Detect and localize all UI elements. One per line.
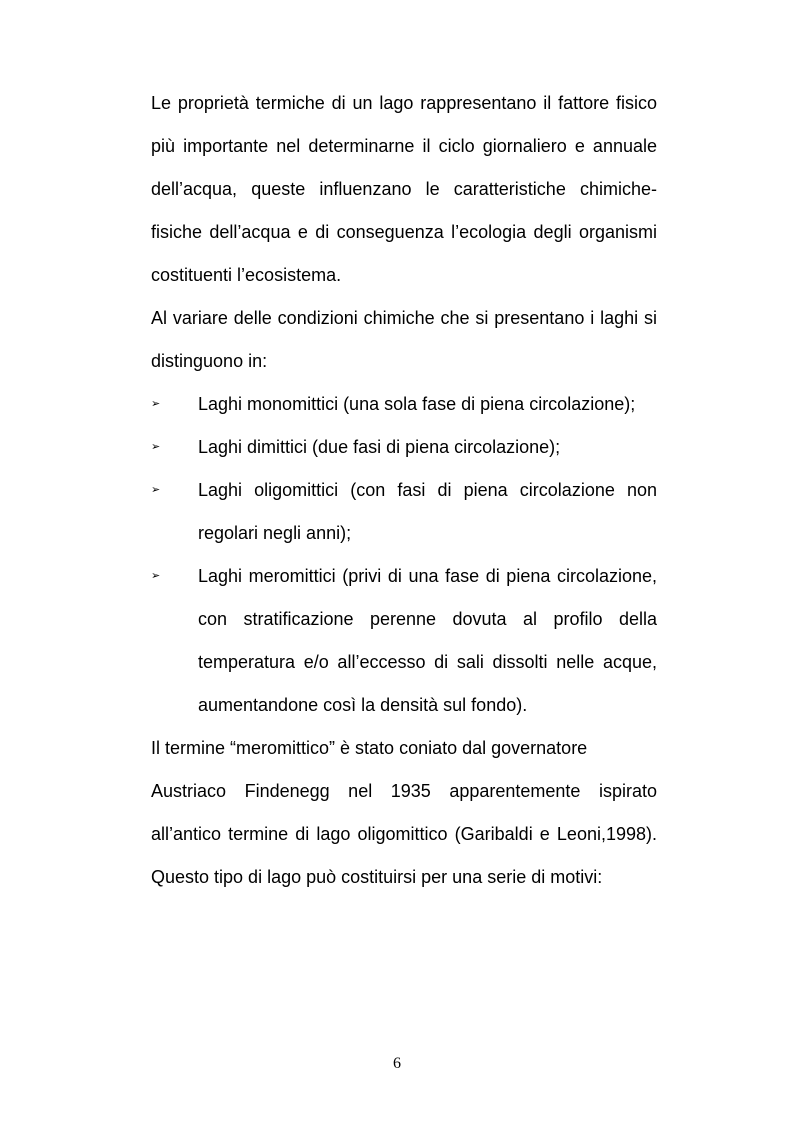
list-item <box>151 426 657 469</box>
list-item <box>151 469 657 555</box>
paragraph-chemical-conditions: Al variare delle condizioni chimiche che si presentano i laghi si distinguono in: <box>151 308 657 371</box>
paragraph-line-rest: Austriaco Findenegg nel 1935 apparentemente ispirato all’antico termine di lago oligomittico (Garibaldi e Leoni,1998). Questo tipo di lago può costituirsi per una serie di motivi: <box>151 781 657 887</box>
list-item-text: Laghi monomittici (una sola fase di piena circolazione); <box>198 394 636 414</box>
body-text <box>151 82 657 899</box>
page-number: 6 <box>393 1055 401 1072</box>
lake-types-list <box>151 383 657 727</box>
arrow-bullet-icon: ➢ <box>151 484 161 496</box>
paragraph-meromictic-term <box>151 727 657 899</box>
arrow-bullet-icon: ➢ <box>151 441 161 453</box>
list-item-text: Laghi dimittici (due fasi di piena circolazione); <box>198 437 561 457</box>
list-item <box>151 555 657 727</box>
paragraph-line-first: Il termine “meromittico” è stato coniato dal governatore <box>151 738 588 758</box>
paragraph-thermal-properties: Le proprietà termiche di un lago rappresentano il fattore fisico più importante nel determinarne il ciclo giornaliero e annuale dell’acqua, queste influenzano le caratteristiche chimiche-fisiche dell’acqua e di conseguenza l’ecologia degli organismi costituenti l’ecosistema. <box>151 93 657 285</box>
arrow-bullet-icon: ➢ <box>151 398 161 410</box>
list-item-text: Laghi oligomittici (con fasi di piena circolazione non regolari negli anni); <box>198 480 657 543</box>
arrow-bullet-icon: ➢ <box>151 570 161 582</box>
list-item-text: Laghi meromittici (privi di una fase di piena circolazione, con stratificazione perenne dovuta al profilo della temperatura e/o all’eccesso di sali dissolti nelle acque, aumentandone così la densità sul fondo). <box>198 566 657 715</box>
list-item <box>151 383 657 426</box>
